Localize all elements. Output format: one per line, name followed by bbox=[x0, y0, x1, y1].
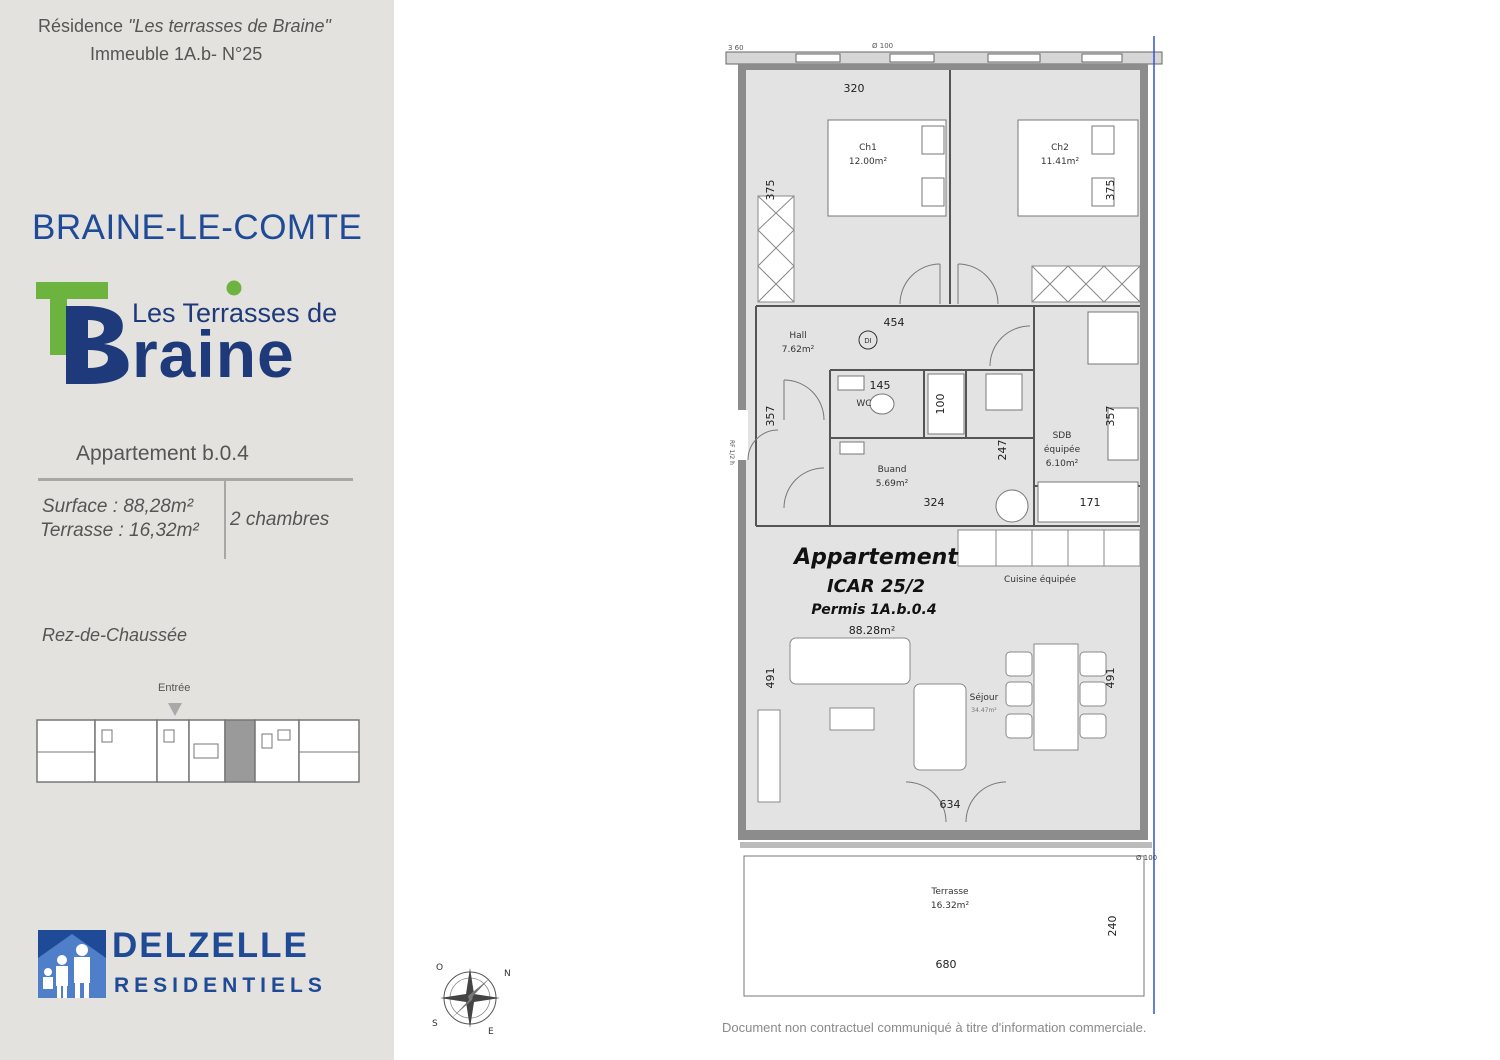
room-buand-area: 5.69m² bbox=[875, 479, 909, 489]
family-icon bbox=[38, 930, 108, 1000]
company-subtitle: RESIDENTIELS bbox=[114, 974, 327, 997]
terrace-text: Terrasse : 16,32m² bbox=[40, 520, 199, 541]
disclaimer: Document non contractuel communiqué à titre d'information commerciale. bbox=[722, 1020, 1147, 1035]
dim-357-left: 357 bbox=[764, 405, 777, 427]
room-sdb-area: 6.10m² bbox=[1045, 459, 1079, 469]
wall-label: 3 60 bbox=[728, 44, 744, 52]
dim-100: 100 bbox=[934, 393, 947, 415]
pipe-label: Ø 100 bbox=[872, 42, 894, 50]
dim-375-left: 375 bbox=[764, 179, 777, 201]
logo-mark-icon bbox=[36, 280, 146, 390]
room-sejour-name: Séjour bbox=[969, 693, 999, 703]
dim-680: 680 bbox=[935, 958, 957, 971]
pipe-label-right: Ø 100 bbox=[1136, 854, 1158, 862]
door-fire-note: RF 1/2 h bbox=[728, 440, 735, 465]
total-area: 88.28m² bbox=[848, 624, 896, 637]
residence-logo bbox=[36, 280, 366, 390]
detector-label: DI bbox=[864, 337, 872, 345]
dim-240: 240 bbox=[1106, 915, 1119, 937]
terrace bbox=[744, 856, 1144, 996]
residence-title bbox=[38, 16, 331, 37]
dim-320: 320 bbox=[843, 82, 865, 95]
company-name: DELZELLE bbox=[112, 926, 309, 965]
dim-491-right: 491 bbox=[1104, 667, 1117, 689]
residence-name: "Les terrasses de Braine" bbox=[128, 16, 331, 36]
divider bbox=[38, 478, 353, 481]
dim-491-left: 491 bbox=[764, 667, 777, 689]
kitchen-counter bbox=[958, 530, 1140, 566]
room-ch2-name: Ch2 bbox=[1051, 143, 1069, 153]
room-wc-name: WC bbox=[856, 399, 872, 409]
room-terrasse-name: Terrasse bbox=[931, 887, 969, 897]
city-name: BRAINE-LE-COMTE bbox=[32, 208, 363, 247]
dim-145: 145 bbox=[869, 379, 891, 392]
terrace-threshold bbox=[740, 842, 1152, 848]
apartment-label: Appartement b.0.4 bbox=[76, 442, 249, 465]
room-sejour-area: 34.47m² bbox=[971, 707, 997, 714]
company-logo bbox=[38, 928, 358, 1002]
logo-text-bottom: raine bbox=[132, 317, 295, 391]
building-number: Immeuble 1A.b- N°25 bbox=[90, 44, 263, 64]
stamp-ref: ICAR 25/2 bbox=[826, 576, 926, 597]
room-ch1-name: Ch1 bbox=[859, 143, 877, 153]
compass-icon bbox=[432, 960, 522, 1040]
compass-west: O bbox=[436, 963, 444, 973]
bed-ch2 bbox=[1018, 120, 1138, 216]
stamp-permit: Permis 1A.b.0.4 bbox=[811, 602, 937, 618]
dim-634: 634 bbox=[939, 798, 961, 811]
info-panel bbox=[0, 0, 394, 1060]
residence-prefix: Résidence bbox=[38, 16, 129, 36]
logo-text-top: Les Terrasses de bbox=[132, 298, 338, 328]
entrance-opening bbox=[736, 410, 748, 460]
dim-171: 171 bbox=[1079, 496, 1101, 509]
entrance-label: Entrée bbox=[158, 682, 191, 694]
compass-south: S bbox=[432, 1019, 438, 1029]
room-ch1-area: 12.00m² bbox=[848, 157, 888, 167]
logo-dot-icon bbox=[226, 280, 246, 300]
room-ch2-area: 11.41m² bbox=[1040, 157, 1080, 167]
room-sdb-name: SDB bbox=[1052, 431, 1072, 441]
room-hall-name: Hall bbox=[789, 331, 807, 341]
bed-ch1 bbox=[828, 120, 946, 216]
compass-north: N bbox=[504, 969, 511, 979]
surface-text: Surface : 88,28m² bbox=[42, 496, 194, 517]
divider-vertical bbox=[224, 481, 226, 559]
room-hall-area: 7.62m² bbox=[781, 345, 815, 355]
dim-357-right: 357 bbox=[1104, 405, 1117, 427]
room-kitchen-name: Cuisine équipée bbox=[1003, 575, 1077, 585]
dim-375-right: 375 bbox=[1104, 179, 1117, 201]
key-plan bbox=[36, 700, 360, 784]
room-sdb-sub: équipée bbox=[1043, 445, 1081, 455]
stamp-title: Appartement bbox=[794, 545, 958, 570]
compass-east: E bbox=[488, 1027, 494, 1037]
floor-label: Rez-de-Chaussée bbox=[42, 625, 188, 645]
room-buand-name: Buand bbox=[877, 465, 907, 475]
entrance-arrow-icon bbox=[168, 703, 182, 716]
floor-plan bbox=[700, 30, 1200, 1020]
bedrooms-text: 2 chambres bbox=[230, 509, 330, 530]
dim-454: 454 bbox=[883, 316, 905, 329]
dim-324: 324 bbox=[923, 496, 945, 509]
dim-247: 247 bbox=[996, 439, 1009, 461]
room-terrasse-area: 16.32m² bbox=[930, 901, 970, 911]
